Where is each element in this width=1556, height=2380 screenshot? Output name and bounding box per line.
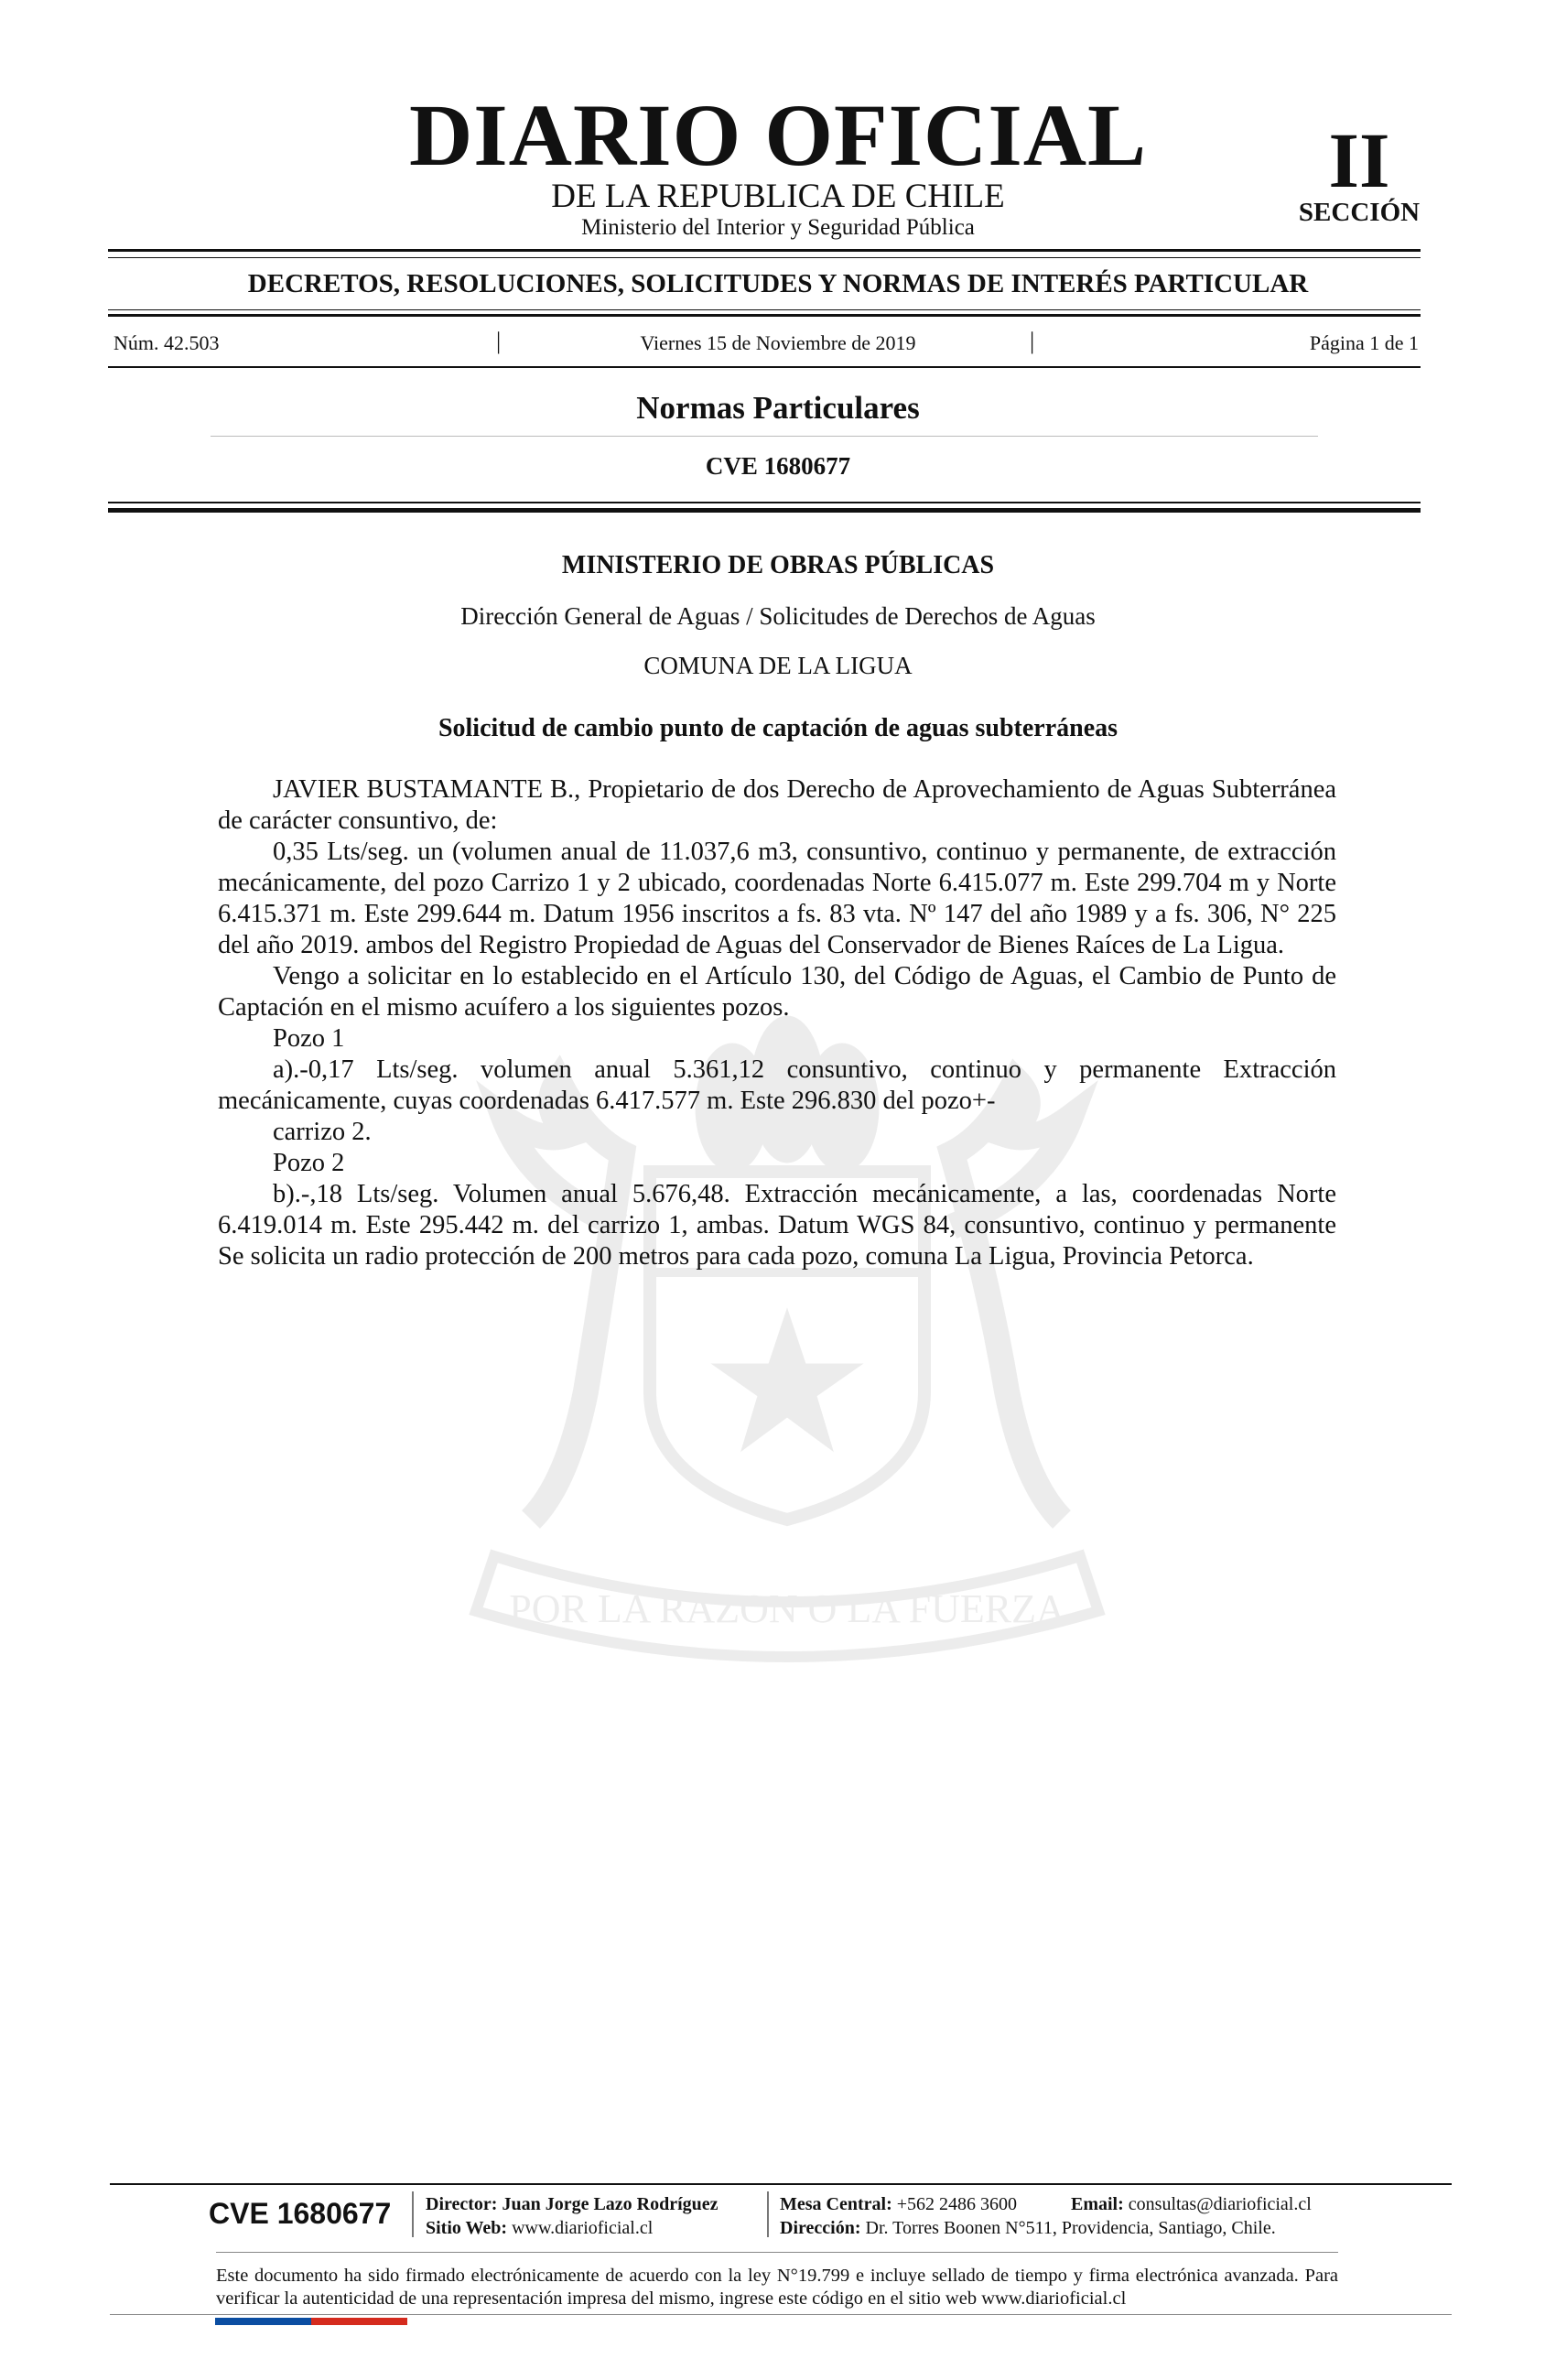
body-rule-thick: [108, 508, 1421, 513]
header-rule-top: [108, 249, 1421, 252]
body-paragraph: Pozo 2: [273, 1149, 345, 1177]
body-paragraph: carrizo 2.: [273, 1118, 372, 1146]
director-label: Director:: [426, 2194, 498, 2214]
website-link[interactable]: www.diarioficial.cl: [512, 2218, 654, 2238]
body-paragraph: a).-0,17 Lts/seg. volumen anual 5.361,12 consuntivo, continuo y permanente Extracción mecánicamente, cuyas coordenadas 6.417.577 m. Este 296.830 del pozo+-: [218, 1055, 1336, 1115]
document-ministry: MINISTERIO DE OBRAS PÚBLICAS: [561, 551, 995, 579]
document-body: [218, 774, 1336, 1272]
footer-address: [780, 2219, 1276, 2237]
info-separator: |: [496, 328, 502, 354]
phone-value: +562 2486 3600: [896, 2194, 1018, 2214]
info-rule: [108, 366, 1421, 368]
page-indicator: Página 1 de 1: [1309, 331, 1419, 354]
phone-label: Mesa Central:: [780, 2194, 892, 2214]
footer-rule-mid: [216, 2252, 1338, 2253]
document-title: Solicitud de cambio punto de captación de aguas subterráneas: [438, 714, 1118, 742]
cve-code: CVE 1680677: [705, 452, 851, 480]
footer-cve-code: CVE 1680677: [209, 2197, 392, 2230]
footer-email: [1071, 2195, 1312, 2213]
masthead-subtitle: DE LA REPUBLICA DE CHILE: [551, 178, 1005, 215]
footer-legal-notice: Este documento ha sido firmado electrónicamente de acuerdo con la ley N°19.799 e incluye sellado de tiempo y firma electrónica avanzada. Para verificar la autenticidad de una representación impresa del mismo, ingrese este código en el sitio web www.diarioficial.cl: [216, 2266, 1338, 2309]
category-underline: [211, 436, 1318, 437]
section-label: SECCIÓN: [1298, 198, 1421, 227]
header-rule-mid: [108, 309, 1421, 310]
issue-number: Núm. 42.503: [113, 331, 220, 354]
director-name: Juan Jorge Lazo Rodríguez: [502, 2194, 719, 2214]
flag-stripe-blue: [215, 2318, 311, 2325]
footer-rule-top: [110, 2183, 1452, 2185]
footer-director: [426, 2195, 719, 2213]
website-label: Sitio Web:: [426, 2218, 508, 2238]
footer-divider: [412, 2191, 414, 2237]
header-rule-mid-thick: [108, 314, 1421, 317]
body-paragraph: JAVIER BUSTAMANTE B., Propietario de dos Derecho de Aprovechamiento de Aguas Subterránea de carácter consuntivo, de:: [218, 775, 1336, 835]
watermark-motto: POR LA RAZON O LA FUERZA: [509, 1586, 1065, 1631]
body-rule-thin: [108, 502, 1421, 503]
footer-divider: [767, 2191, 769, 2237]
body-paragraph: 0,35 Lts/seg. un (volumen anual de 11.037,6 m3, consuntivo, continuo y permanente, de extracción mecánicamente, del pozo Carrizo 1 y 2 ubicado, coordenadas Norte 6.415.077 m. Este 299.704 m y Norte 6.415.371 m. Este 299.644 m. Datum 1956 inscritos a fs. 83 vta. Nº 147 del año 1989 y a fs. 306, N° 225 del año 2019. ambos del Registro Propiedad de Aguas del Conservador de Bienes Raíces de La Ligua.: [218, 838, 1336, 959]
footer-website: [426, 2219, 653, 2237]
footer-rule-bottom: [110, 2314, 1452, 2315]
body-paragraph: Pozo 1: [273, 1024, 345, 1053]
document-comuna: COMUNA DE LA LIGUA: [643, 652, 913, 679]
flag-stripe-red: [311, 2318, 407, 2325]
document-direction: Dirección General de Aguas / Solicitudes de Derechos de Aguas: [460, 602, 1096, 630]
email-link[interactable]: consultas@diarioficial.cl: [1128, 2194, 1312, 2214]
masthead-ministry: Ministerio del Interior y Seguridad Pública: [581, 215, 975, 240]
body-paragraph: b).-,18 Lts/seg. Volumen anual 5.676,48. Extracción mecánicamente, a las, coordenadas Norte 6.419.014 m. Este 295.442 m. del carrizo 1, ambas. Datum WGS 84, consuntivo, continuo y permanente Se solicita un radio protección de 200 metros para cada pozo, comuna La Ligua, Provincia Petorca.: [218, 1180, 1336, 1271]
body-paragraph: Vengo a solicitar en lo establecido en el Artículo 130, del Código de Aguas, el Cambio de Punto de Captación en el mismo acuífero a los siguientes pozos.: [218, 962, 1336, 1022]
address-label: Dirección:: [780, 2218, 861, 2238]
footer-phone: [780, 2195, 1017, 2213]
issue-date: Viernes 15 de Noviembre de 2019: [640, 331, 916, 354]
category-title: Normas Particulares: [636, 390, 920, 426]
email-label: Email:: [1071, 2194, 1124, 2214]
info-separator: |: [1030, 328, 1035, 354]
section-number: II: [1328, 116, 1390, 204]
address-value: Dr. Torres Boonen N°511, Providencia, Santiago, Chile.: [865, 2218, 1276, 2238]
header-title: DECRETOS, RESOLUCIONES, SOLICITUDES Y NORMAS DE INTERÉS PARTICULAR: [247, 269, 1309, 298]
header-rule-top-thin: [108, 257, 1421, 258]
masthead-title: DIARIO OFICIAL: [408, 86, 1148, 184]
